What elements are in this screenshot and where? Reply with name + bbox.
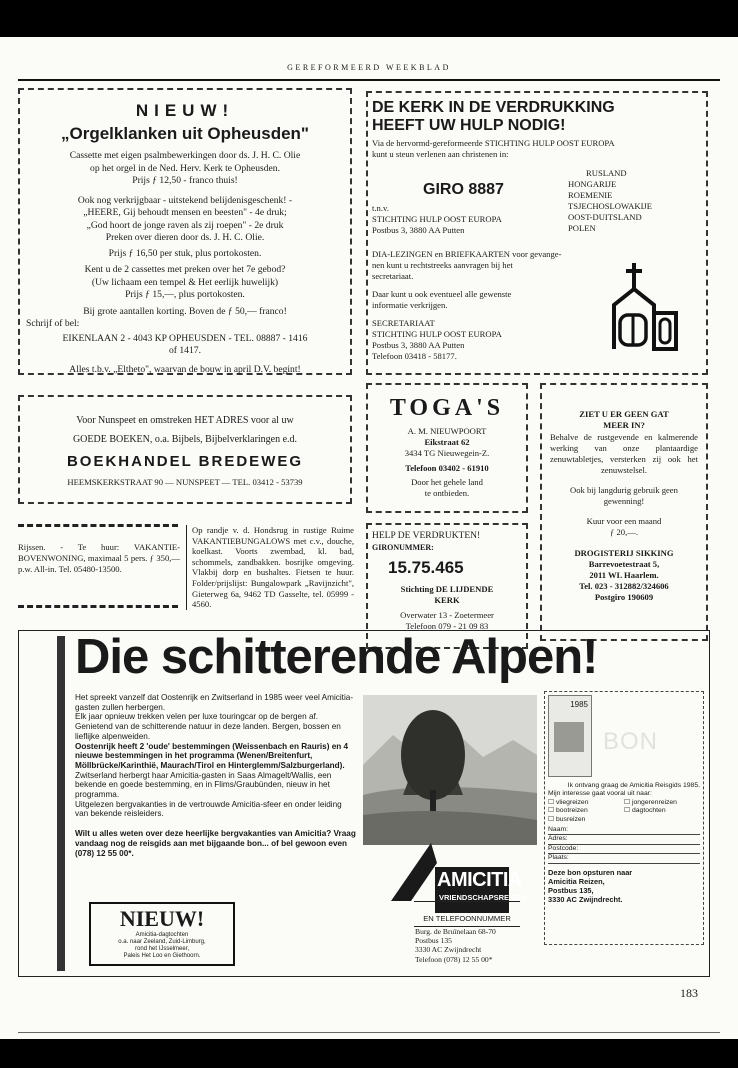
text-block: Zwitserland herbergt haar Amicitia-gasten in Saas Almagelt/Wallis, een bekende en goede bestemming, en in Flims/Graubünden, nieuw in het programma. — [75, 770, 332, 800]
country-item: ROEMENIE — [568, 190, 613, 200]
text-line: Overwater 13 - Zoetermeer — [400, 610, 494, 620]
divider — [18, 605, 178, 608]
option-label: vliegreizen — [555, 798, 589, 806]
field-adres[interactable]: Adres: — [548, 835, 700, 844]
text-line: Telefoon 03402 - 61910 — [405, 463, 489, 473]
text-line: te ontbieden. — [424, 488, 470, 498]
text-line: STICHTING HULP OOST EUROPA — [372, 329, 502, 339]
text-line: Deze bon opsturen naar — [548, 867, 633, 877]
text-line: Telefoon 03418 - 58177. — [372, 351, 457, 361]
text-line: GIRONUMMER: — [372, 543, 434, 552]
page-number: 183 — [680, 986, 698, 1000]
text-line: 2011 WL Haarlem. — [589, 570, 659, 580]
text-line: Cassette met eigen psalmbewerkingen door ds. J. H. C. Olie — [69, 150, 301, 161]
text-line: Mijn interesse gaat vooral uit naar: — [548, 790, 652, 798]
option-label: dagtochten — [631, 807, 666, 815]
giro-number: 15.75.465 — [388, 558, 464, 577]
text-line: Bij grote aantallen korting. Boven de ƒ 50,— franco! — [83, 305, 287, 317]
text-line: Alles t.b.v. „Eltheto", waarvan de bouw in april D.V. begint! — [69, 363, 301, 375]
text-line: Eikstraat 62 — [424, 437, 470, 447]
text-line: NIEUW ADRES — [440, 905, 494, 914]
text-line: Daar kunt u ook eventueel alle gewenste — [372, 289, 512, 299]
running-title: GEREFORMEERD WEEKBLAD — [287, 63, 451, 72]
ad-title: HEEFT UW HULP NODIG! — [372, 117, 566, 134]
bon-watermark: BON — [603, 728, 659, 755]
text-block: Oostenrijk heeft 2 'oude' bestemmingen (Weissenbach en Rauris) en 4 nieuwe bestemmingen in het programma (Wenen/Breitenfurt, Möllbrücke/Karinthië, Maurach/Tirol en Hinterglemm/Salzburgerland). — [75, 741, 349, 770]
text-line: secretariaat. — [372, 271, 414, 281]
ad-amicitia — [18, 630, 710, 977]
text-line: Telefoon 079 - 21 09 83 — [405, 621, 489, 631]
text-line: Preken over dieren door ds. J. H. C. Olie. — [105, 232, 265, 243]
country-item: TSJECHOSLOWAKIJE — [568, 201, 653, 211]
text-line: of 1417. — [169, 345, 201, 356]
country-item: RUSLAND — [586, 168, 627, 178]
text-line: Ook nog verkrijgbaar - uitstekend belijdenisgeschenk! - — [77, 194, 293, 206]
new-address — [415, 927, 496, 964]
ad-opheusden — [18, 88, 352, 375]
giro-number: GIRO 8887 — [423, 181, 504, 198]
text-line: kunt u steun verlenen aan christenen in: — [372, 149, 509, 159]
text-line: ƒ 20,—. — [610, 527, 638, 537]
brochure-image — [554, 722, 584, 752]
text-line: (Uw lichaam een tempel & Het eerlijk huwelijk) — [91, 276, 279, 288]
ad-rijssen-text: Rijssen. - Te huur: VAKANTIE-BOVENWONING, maximaal 5 pers. ƒ 350,— p.w. All-in. Tel. 05480-13500. — [18, 542, 180, 574]
text-line: Paleis Het Loo en Giethoorn. — [123, 953, 201, 959]
text-line: 3330 AC Zwijndrecht. — [548, 894, 623, 904]
text-line: t.n.v. — [372, 203, 389, 213]
option-bootreizen[interactable]: ☐ bootreizen — [548, 807, 588, 815]
footer-rule — [18, 1032, 720, 1033]
ad-title: „Orgelklanken uit Opheusden" — [61, 124, 309, 143]
text-line: informatie verkrijgen. — [372, 300, 448, 310]
text-line: Postgiro 190609 — [594, 592, 654, 602]
text-line: Ik ontvang graag de Amicitia Reisgids 1985. — [567, 782, 700, 789]
alpine-landscape-photo — [363, 695, 537, 845]
text-block: Behalve de rustgevende en kalmerende werking van onze plantaardige zenuwtabletjes, versterken zij ook het zenuwstelsel. — [550, 432, 698, 475]
text-line: GOEDE BOEKEN, o.a. Bijbels, Bijbelverklaringen e.d. — [72, 433, 298, 445]
text-line: „God hoort de jonge raven als zij roepen" - 2e druk — [86, 219, 284, 231]
nieuw-box — [89, 902, 235, 966]
option-vliegreizen[interactable]: ☐ vliegreizen — [548, 798, 589, 806]
text-line: STICHTING HULP OOST EUROPA — [372, 214, 502, 224]
ad-title: DE KERK IN DE VERDRUKKING — [372, 99, 615, 116]
decorative-bar — [57, 636, 65, 971]
ad-hondsrug-text: Op randje v. d. Hondsrug in rustige Ruime VAKANTIEBUNGALOWS met c.v., douche, koelkast. Voorts zwembad, kl. bad, schommels, zandbakken. bosrijke omgeving. Vlakbij dorp en bushaltes. Fietsen te huur. Folder/prijslijst: Bungalowpark „Ravijnzicht", Gieterweg 6a, 9462 TD Gasselte, tel. 05999 - 4560. — [186, 525, 354, 610]
option-label: jongerenreizen — [631, 798, 677, 806]
text-line: o.a. naar Zeeland, Zuid-Limburg, — [118, 939, 206, 945]
text-line: Barrevoetestraat 5, — [588, 559, 660, 569]
text-line: Prijs ƒ 12,50 - franco thuis! — [132, 175, 238, 186]
text-block: Het spreekt vanzelf dat Oostenrijk en Zwitserland in 1985 weer veel Amicitia-gasten zullen herbergen. — [75, 693, 354, 712]
text-line: MEER IN? — [603, 420, 645, 430]
header-rule — [18, 79, 720, 81]
text-line: Telefoon (078) 12 55 00* — [415, 954, 493, 964]
brochure-cover — [548, 695, 592, 777]
text-block: Uitgelezen bergvakanties in de vertrouwde Amicitia-sfeer en onder leiding van bekende reisleiders. — [75, 799, 342, 819]
option-label: busreizen — [555, 815, 586, 823]
ad-togas — [366, 383, 528, 513]
text-line: EN TELEFOONNUMMER — [423, 914, 511, 923]
coupon — [544, 691, 704, 945]
ad-kerk-verdrukking — [366, 91, 708, 375]
nieuw-heading: NIEUW! — [119, 906, 205, 931]
ad-bredeweg — [18, 395, 352, 504]
text-line: EIKENLAAN 2 - 4043 KP OPHEUSDEN - TEL. 08887 - 1416 — [62, 332, 308, 344]
text-line: op het orgel in de Ned. Herv. Kerk te Opheusden. — [90, 162, 280, 174]
amicitia-logo-sub: VRIENDSCHAPSREIZEN — [439, 893, 527, 902]
text-line: Prijs ƒ 16,50 per stuk, plus portokosten. — [108, 247, 262, 259]
country-item: POLEN — [568, 223, 596, 233]
text-line: Prijs ƒ 15,—, plus portokosten. — [125, 289, 245, 300]
text-line: 3330 AC Zwijndrecht — [415, 945, 482, 955]
ad-headline: Die schitterende Alpen! — [75, 630, 598, 684]
text-line: „HEERE, Gij behoudt mensen en beesten" - 4e druk; — [83, 207, 287, 218]
text-line: HELP DE VERDRUKTEN! — [372, 531, 481, 541]
text-line: Amicitia Reizen, — [548, 876, 605, 886]
option-label: bootreizen — [555, 807, 588, 815]
divider — [18, 524, 178, 527]
text-line: ZIET U ER GEEN GAT — [579, 409, 669, 419]
text-line: SECRETARIAAT — [372, 318, 435, 328]
text-line: 3434 TG Nieuwegein-Z. — [404, 448, 490, 458]
text-block: Ook bij langdurig gebruik geen gewenning! — [570, 485, 678, 506]
option-jongerenreizen[interactable]: ☐ jongerenreizen — [624, 798, 677, 806]
country-item: OOST-DUITSLAND — [568, 212, 642, 222]
magazine-page — [0, 37, 738, 1039]
text-line: HEEMSKERKSTRAAT 90 — NUNSPEET — TEL. 03412 - 53739 — [67, 477, 303, 487]
text-line: Door het gehele land — [411, 477, 483, 487]
text-line: Postbus 135 — [415, 936, 452, 946]
amicitia-logo: AMICITIA — [437, 869, 522, 891]
text-line: DROGISTERIJ SIKKING — [574, 548, 674, 558]
ad-heading: NIEUW! — [135, 101, 235, 120]
shop-name: BOEKHANDEL BREDEWEG — [66, 453, 304, 470]
text-line: DIA-LEZINGEN en BRIEFKAARTEN voor gevange- — [372, 249, 562, 259]
field-naam[interactable]: Naam: — [548, 826, 700, 835]
brochure-year: 1985 — [570, 700, 588, 709]
text-line: Kuur voor een maand — [586, 516, 662, 526]
text-line: KERK — [434, 595, 460, 605]
text-line: Voor Nunspeet en omstreken HET ADRES voor al uw — [76, 415, 294, 426]
new-address-header — [414, 901, 520, 927]
text-line: Stichting DE LIJDENDE — [400, 584, 494, 594]
field-postcode[interactable]: Postcode: — [548, 845, 700, 854]
option-dagtochten[interactable]: ☐ dagtochten — [624, 807, 666, 815]
text-line: Via de hervormd-gereformeerde STICHTING HULP OOST EUROPA — [372, 138, 615, 148]
text-line: Postbus 3, 3880 AA Putten — [372, 225, 465, 235]
text-line: Postbus 3, 3880 AA Putten — [372, 340, 465, 350]
shop-name: TOGA'S — [389, 395, 505, 421]
text-line: Kent u de 2 cassettes met preken over het 7e gebod? — [84, 264, 286, 275]
text-line: Tel. 023 - 312882/324606 — [579, 581, 669, 591]
text-line: Schrijf of bel: — [26, 318, 80, 329]
text-line: nen kunt u rechtstreeks aanvragen bij het — [372, 260, 513, 270]
text-block: Elk jaar opnieuw trekken velen per luxe touringcar op de bergen af. Genietend van de schitterende natuur in deze landen. Bergen, bossen en lieflijke alpenweiden. — [75, 712, 341, 741]
ad-sikking — [540, 383, 708, 641]
option-busreizen[interactable]: ☐ busreizen — [548, 815, 586, 823]
country-item: HONGARIJE — [568, 179, 617, 189]
field-plaats[interactable]: Plaats: — [548, 854, 700, 863]
text-line: Postbus 135, — [548, 885, 594, 895]
text-line: Burg. de Bruïnelaan 68-70 — [415, 927, 496, 936]
text-line: Amicitia-dagtochten — [135, 932, 189, 938]
text-line: A. M. NIEUWPOORT — [407, 426, 487, 436]
text-line: rond het IJsselmeer, — [134, 946, 190, 952]
text-block: Wilt u alles weten over deze heerlijke bergvakanties van Amicitia? Vraag vandaag nog de reisgids aan met bijgaande bon... of bel gewoon even (078) 12 55 00*. — [75, 829, 356, 858]
church-icon — [606, 253, 682, 351]
